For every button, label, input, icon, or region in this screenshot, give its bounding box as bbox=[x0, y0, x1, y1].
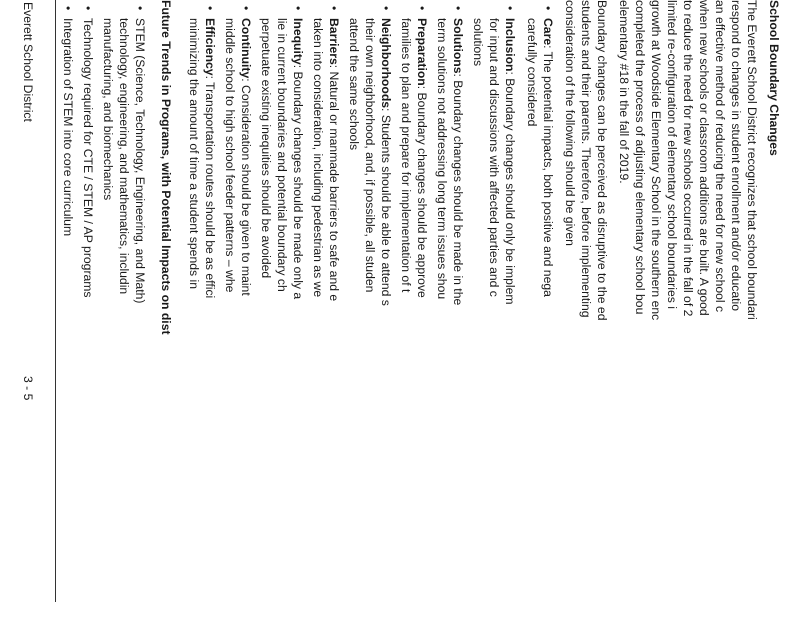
bullet-dot: • bbox=[291, 6, 305, 11]
future-item-stem: STEM (Science, Technology, Engineering, and Math) bbox=[133, 18, 147, 304]
criterion-inclusion: Inclusion: Boundary changes should only be implem bbox=[503, 18, 517, 305]
criterion-barriers: Barriers: Natural or manmade barriers to safe and e bbox=[327, 18, 341, 302]
criterion-line: solutions bbox=[471, 18, 485, 67]
section-heading: School Boundary Changes bbox=[767, 0, 781, 156]
criterion-continuity: Continuity: Consideration should be given to maint bbox=[239, 18, 253, 296]
criterion-line: for input and discussions with affected parties and c bbox=[487, 18, 501, 297]
future-trends-heading: Future Trends in Programs, with Potential Impacts on dist bbox=[159, 0, 173, 335]
criterion-neighborhoods: Neighborhoods: Students should be able to attend s bbox=[379, 18, 393, 306]
criterion-line: taken into consideration, including pedestrian as we bbox=[311, 18, 325, 298]
bullet-dot: • bbox=[239, 6, 253, 11]
criterion-solutions: Solutions: Boundary changes should be made in the bbox=[451, 18, 465, 306]
criterion-line: term solutions not addressing long term issues shou bbox=[435, 18, 449, 300]
criterion-line: lie in current boundaries and potential boundary ch bbox=[275, 18, 289, 292]
future-item-line: technology, engineering, and mathematics, includin bbox=[117, 18, 131, 295]
intro-line: completed the process of adjusting elementary school bou bbox=[633, 0, 647, 315]
future-item-line: manufacturing, and biomechanics bbox=[101, 18, 115, 201]
bullet-dot: • bbox=[503, 6, 517, 11]
criterion-line: attend the same schools bbox=[347, 18, 361, 151]
intro-line: to reduce the need for new schools occurred in the fall of 2 bbox=[681, 0, 695, 317]
future-item-technology: Technology required for CTE / STEM / AP programs bbox=[81, 18, 95, 298]
intro-line: limited re-configuration of elementary school boundaries i bbox=[665, 0, 679, 309]
footer-page-number: 3 - 5 bbox=[21, 376, 35, 401]
bullet-dot: • bbox=[415, 6, 429, 11]
future-item-integration: Integration of STEM into core curriculum bbox=[61, 18, 75, 237]
criterion-line: carefully considered bbox=[525, 18, 539, 127]
impact-line: consideration of the following should be given bbox=[563, 0, 577, 246]
bullet-dot: • bbox=[541, 6, 555, 11]
criterion-line: middle school to high school feeder patterns – whe bbox=[223, 18, 237, 293]
impact-line: students and their parents. Therefore, before implementing bbox=[579, 0, 593, 318]
footer-divider bbox=[55, 0, 56, 602]
criterion-efficiency: Efficiency: Transportation routes should be as effici bbox=[203, 18, 217, 299]
bullet-dot: • bbox=[61, 6, 75, 11]
footer-district: Everett School District bbox=[21, 2, 35, 122]
intro-line: The Everett School District recognizes that school boundari bbox=[745, 0, 759, 320]
intro-line: respond to changes in student enrollment and/or educatio bbox=[729, 0, 743, 311]
bullet-dot: • bbox=[81, 6, 95, 11]
bullet-dot: • bbox=[451, 6, 465, 11]
bullet-dot: • bbox=[203, 6, 217, 11]
criterion-line: perpetuate existing inequities should be avoided bbox=[259, 18, 273, 279]
criterion-line: minimizing the amount of time a student spends in bbox=[187, 18, 201, 289]
criterion-care: Care: The potential impacts, both positive and nega bbox=[541, 18, 555, 297]
intro-line: an effective method of reducing the need for new school c bbox=[713, 0, 727, 313]
intro-line: elementary #18 in the fall of 2019. bbox=[617, 0, 631, 184]
criterion-inequity: Inequity: Boundary changes should be made only a bbox=[291, 18, 305, 300]
bullet-dot: • bbox=[327, 6, 341, 11]
criterion-line: their own neighborhood, and, if possible, all studen bbox=[363, 18, 377, 293]
intro-line: growth at Woodside Elementary School in the southern enc bbox=[649, 0, 663, 321]
intro-line: when new schools or classroom additions are built. A good bbox=[697, 0, 711, 316]
impact-line: Boundary changes can be perceived as disruptive to the ed bbox=[595, 0, 609, 321]
criterion-preparation: Preparation: Boundary changes should be approve bbox=[415, 18, 429, 298]
bullet-dot: • bbox=[133, 6, 147, 11]
bullet-dot: • bbox=[379, 6, 393, 11]
criterion-line: families to plan and prepare for implementation of t bbox=[399, 18, 413, 293]
